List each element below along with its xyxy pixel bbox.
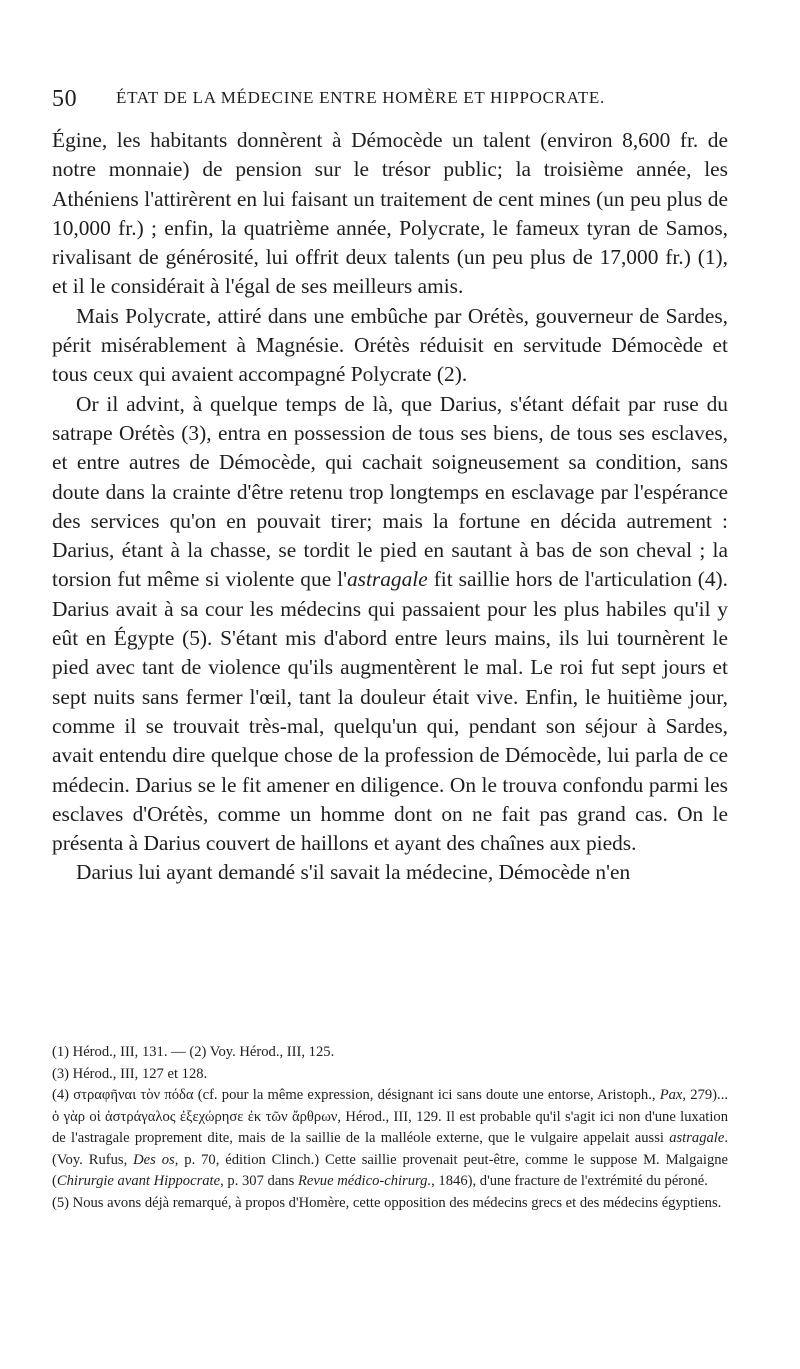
footnote-4-text-b: , 279)... ὁ γὰρ οἱ ἀστράγαλος ἐξεχώρησε ἐκ τῶν ἄρθρων, Hérod., III, 129. Il est probable qu'il s'agit ici non d'une luxation de l'astragale proprement dite, mais de la saillie de la malléole externe, que le vulgaire appelait aussi — [52, 1087, 728, 1146]
footnote-4-italic-e: Revue médico-chirurg. — [297, 1173, 432, 1189]
footnote-4-italic-d: Chirurgie avant Hippocrate — [56, 1173, 221, 1189]
paragraph-3-text-b: fit saillie hors de l'articulation (4). Darius avait à sa cour les médecins qui passaient pour les plus habiles qu'il y eût en Égypte (5). S'étant mis d'abord entre leurs mains, ils lui tournèrent le pied avec tant de violence qu'ils augmentèrent le mal. Le roi fut sept jours et sept nuits sans fermer l'œil, tant la douleur était vive. Enfin, le huitième jour, comme il se trouvait très-mal, quelqu'un qui, pendant son séjour à Sardes, avait entendu dire quelque chose de la profession de Démocède, lui parla de ce médecin. Darius se le fit amener en diligence. On le trouva confondu parmi les esclaves d'Orétès, comme un homme dont on ne fait pas grand cas. On le présenta à Darius couvert de haillons et ayant des chaînes aux pieds. — [52, 567, 728, 856]
paragraph-1: Égine, les habitants donnèrent à Démocède un talent (environ 8,600 fr. de notre monnaie) de pension sur le trésor public; la troisième année, les Athéniens l'attirèrent en lui faisant un traitement de cent mines (un peu plus de 10,000 fr.) ; enfin, la quatrième année, Polycrate, le fameux tyran de Samos, rivalisant de générosité, lui offrit deux talents (un peu plus de 17,000 fr.) (1), et il le considérait à l'égal de ses meilleurs amis. — [52, 128, 728, 299]
paragraph-2: Mais Polycrate, attiré dans une embûche par Orétès, gouverneur de Sardes, périt misérablement à Magnésie. Orétès réduisit en servitude Démocède et tous ceux qui avaient accompagné Polycrate (2). — [52, 303, 728, 387]
footnote-4-text-f: , 1846), d'une fracture de l'extrémité du péroné. — [431, 1173, 708, 1189]
paragraph-3 — [52, 390, 728, 859]
footnote-5: (5) Nous avons déjà remarqué, à propos d'Homère, cette opposition des médecins grecs et des médecins égyptiens. — [52, 1194, 722, 1211]
footnote-4-text-c: . (Voy. Rufus, — [52, 1130, 728, 1168]
footnote-4-text-d: , p. 70, édition Clinch.) Cette saillie provenait peut-être, comme le suppose M. Malgaigne ( — [52, 1151, 729, 1189]
footnotes — [52, 1042, 728, 1214]
body-text — [52, 126, 728, 888]
footnote-4 — [52, 1085, 728, 1193]
paragraph-3-text-a: Or il advint, à quelque temps de là, que Darius, s'étant défait par ruse du satrape Orétès (3), entra en possession de tous ses biens, de tous ses esclaves, et entre autres de Démocède, qui cachait soigneusement sa condition, sans doute dans la crainte d'être retenu trop longtemps en esclavage par l'espérance des services qu'on en pouvait tirer; mais la fortune en décida autrement : Darius, étant à la chasse, se tordit le pied en sautant à bas de son cheval ; la torsion fut même si violente que l' — [52, 391, 728, 592]
paragraph-4: Darius lui ayant demandé s'il savait la médecine, Démocède n'en — [76, 860, 631, 885]
footnote-4-italic-c: Des os — [133, 1151, 175, 1168]
page — [52, 86, 728, 888]
footnote-4-text-a: (4) στραφῆναι τὸν πόδα (cf. pour la même expression, désignant ici sans doute une entorse, Aristoph., — [52, 1087, 660, 1103]
running-title: ÉTAT DE LA MÉDECINE ENTRE HOMÈRE ET HIPPOCRATE. — [116, 88, 605, 107]
running-header — [52, 86, 728, 116]
footnote-4-text-e: , p. 307 dans — [220, 1173, 298, 1189]
footnote-3: (3) Hérod., III, 127 et 128. — [52, 1065, 208, 1082]
footnote-4-italic-b: astragale — [669, 1130, 725, 1146]
footnote-4-italic-a: Pax — [659, 1087, 683, 1103]
paragraph-3-italic-term: astragale — [346, 567, 428, 592]
footnote-1-2: (1) Hérod., III, 131. — (2) Voy. Hérod., III, 125. — [52, 1044, 335, 1060]
page-number: 50 — [52, 86, 78, 112]
